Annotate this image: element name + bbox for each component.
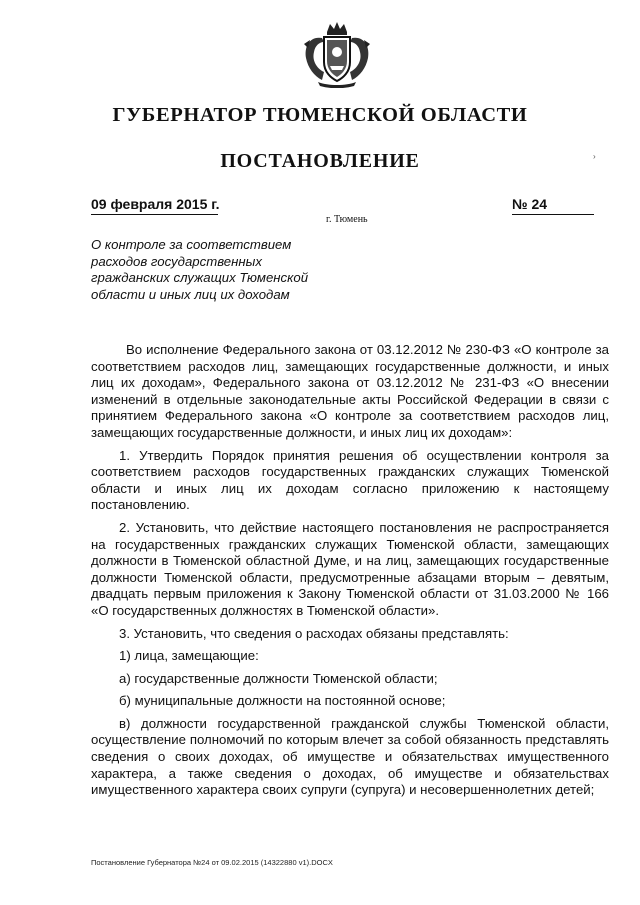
issuer-title: ГУБЕРНАТОР ТЮМЕНСКОЙ ОБЛАСТИ: [112, 104, 528, 126]
paragraph-subitem-1: 1) лица, замещающие:: [119, 648, 259, 664]
document-type: ПОСТАНОВЛЕНИЕ: [220, 150, 420, 172]
paragraph-subitem-a: а) государственные должности Тюменской области;: [119, 670, 438, 686]
number-underline: [512, 214, 594, 215]
document-body: [91, 342, 609, 805]
document-number: № 24: [512, 196, 548, 212]
paragraph-item-3: 3. Установить, что сведения о расходах обязаны представлять:: [119, 625, 509, 641]
date-underline: [91, 214, 218, 215]
document-date: 09 февраля 2015 г.: [91, 196, 220, 212]
paragraph-item-2: 2. Установить, что действие настоящего постановления не распространяется на государственных гражданских служащих Тюменской области, замещающих должности в Тюменской областной Думе, и на лиц, замещающих государственные должности Тюменской области, предусмотренные абзацами вторым – девятым, двадцать первым приложения к Закону Тюменской области от 31.03.2000 № 166 «О государственных должностях в Тюменской области».: [91, 519, 609, 618]
file-footer: Постановление Губернатора №24 от 09.02.2015 (14322880 v1).DOCX: [91, 858, 333, 867]
document-city: г. Тюмень: [326, 214, 368, 225]
scan-mark: ›: [593, 152, 596, 161]
paragraph-subitem-b: б) муниципальные должности на постоянной основе;: [119, 693, 446, 709]
paragraph-preamble: Во исполнение Федерального закона от 03.12.2012 № 230-ФЗ «О контроле за соответствием расходов лиц, замещающих государственные должности, и иных лиц их доходам», Федерального закона от 03.12.2012 № 231-ФЗ «О внесении изменений в отдельные законодательные акты Российской Федерации в связи с принятием Федерального закона «О контроле за соответствием расходов лиц, замещающих государственные должности, и иных лиц их доходам»:: [91, 342, 609, 440]
coat-of-arms-icon: [300, 22, 374, 88]
document-subject: О контроле за соответствием расходов государственных гражданских служащих Тюменской области и иных лиц их доходам: [91, 237, 309, 302]
paragraph-subitem-v: в) должности государственной гражданской службы Тюменской области, осуществление полномочий по которым влечет за собой обязанность представлять сведения о своих доходах, об имуществе и обязательствах имущественного характера, а также сведения о доходах, об имуществе и обязательствах имущественного характера своих супруги (супруга) и несовершеннолетних детей;: [91, 715, 609, 798]
paragraph-item-1: 1. Утвердить Порядок принятия решения об осуществлении контроля за соответствием расходов государственных гражданских служащих Тюменской области и иных лиц их доходам согласно приложению к настоящему постановлению.: [91, 447, 609, 513]
